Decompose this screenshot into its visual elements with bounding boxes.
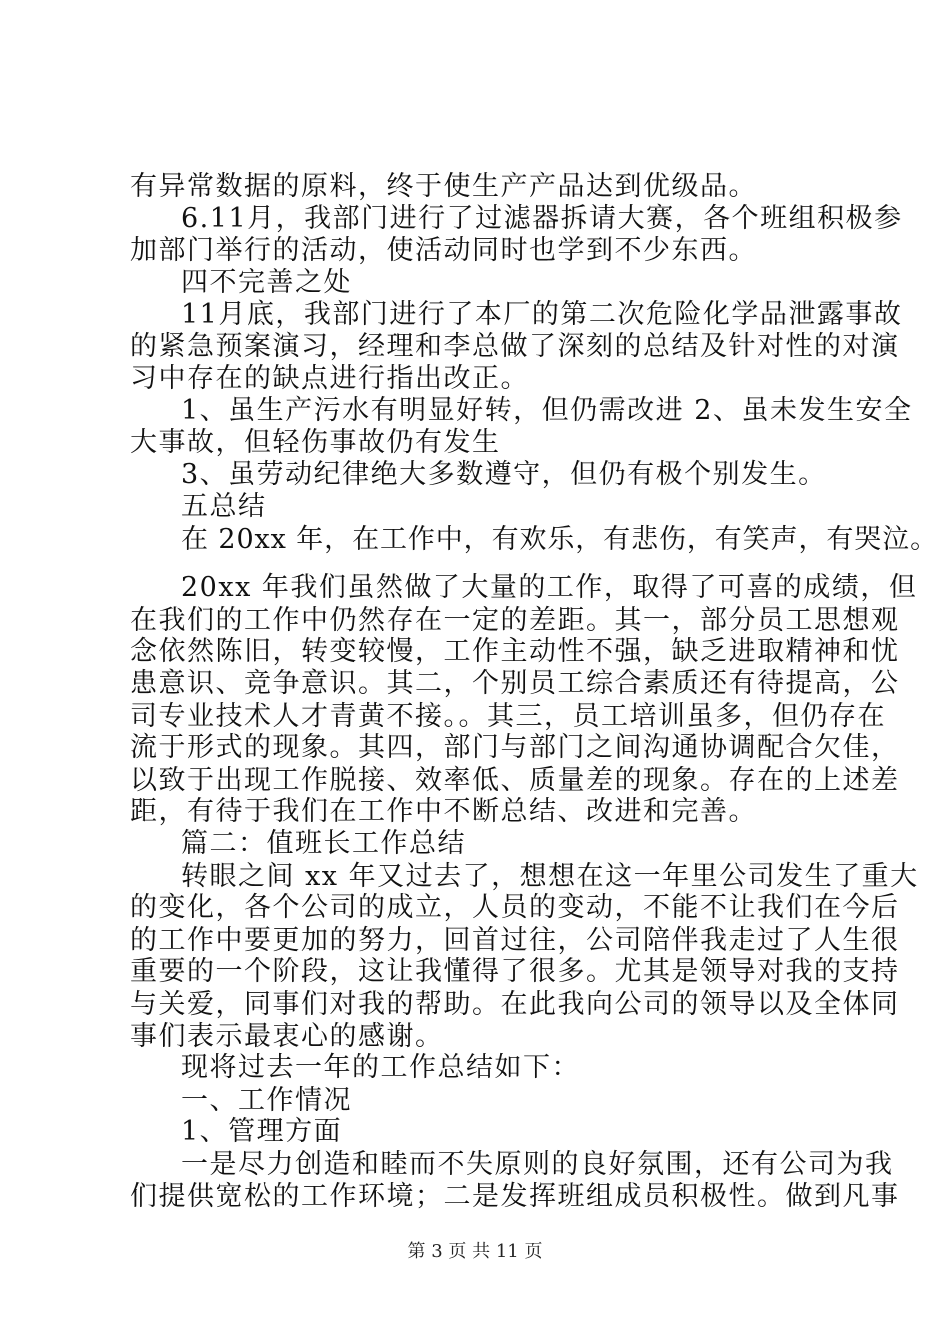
text-line: 大事故，但轻伤事故仍有发生 <box>130 427 501 458</box>
text-line: 习中存在的缺点进行指出改正。 <box>130 363 529 394</box>
text-line: 们提供宽松的工作环境；二是发挥班组成员积极性。做到凡事 <box>130 1181 900 1212</box>
text-line: 转眼之间 xx 年又过去了，想想在这一年里公司发生了重大 <box>181 861 919 892</box>
text-line: 的紧急预案演习，经理和李总做了深刻的总结及针对性的对演 <box>130 331 900 362</box>
text-line: 的工作中要更加的努力，回首过往，公司陪伴我走过了人生很 <box>130 925 900 956</box>
text-line: 在我们的工作中仍然存在一定的差距。其一，部分员工思想观 <box>130 605 900 636</box>
text-line: 11月底，我部门进行了本厂的第二次危险化学品泄露事故 <box>181 299 903 330</box>
page-number-label: 第 3 页 共 11 页 <box>407 1241 543 1262</box>
text-line: 有异常数据的原料，终于使生产产品达到优级品。 <box>130 171 757 202</box>
text-line: 司专业技术人才青黄不接。。其三，员工培训虽多，但仍存在 <box>130 701 886 732</box>
section-heading: 四不完善之处 <box>181 267 352 298</box>
text-line: 距，有待于我们在工作中不断总结、改进和完善。 <box>130 796 757 827</box>
text-line: 20xx 年我们虽然做了大量的工作，取得了可喜的成绩，但 <box>181 572 918 603</box>
text-line: 一是尽力创造和睦而不失原则的良好氛围，还有公司为我 <box>181 1149 894 1180</box>
text-line: 现将过去一年的工作总结如下： <box>181 1052 580 1083</box>
section-heading: 1、管理方面 <box>181 1116 343 1147</box>
text-line: 在 20xx 年，在工作中，有欢乐，有悲伤，有笑声，有哭泣。 <box>181 524 938 555</box>
text-line: 与关爱，同事们对我的帮助。在此我向公司的领导以及全体同 <box>130 989 900 1020</box>
text-line: 加部门举行的活动，使活动同时也学到不少东西。 <box>130 235 757 266</box>
text-line: 6.11月，我部门进行了过滤器拆请大赛，各个班组积极参 <box>181 203 903 234</box>
section-heading: 篇二：值班长工作总结 <box>181 828 466 859</box>
text-line: 的变化，各个公司的成立，人员的变动，不能不让我们在今后 <box>130 892 900 923</box>
text-line: 流于形式的现象。其四，部门与部门之间沟通协调配合欠佳， <box>130 732 900 763</box>
text-line: 重要的一个阶段，这让我懂得了很多。尤其是领导对我的支持 <box>130 956 900 987</box>
section-heading: 五总结 <box>181 491 267 522</box>
text-line: 念依然陈旧，转变较慢，工作主动性不强，缺乏进取精神和忧 <box>130 636 900 667</box>
section-heading: 一、工作情况 <box>181 1085 352 1116</box>
text-line: 1、虽生产污水有明显好转，但仍需改进 2、虽未发生安全 <box>181 395 913 426</box>
text-line: 3、虽劳动纪律绝大多数遵守，但仍有极个别发生。 <box>181 459 827 490</box>
page-footer <box>0 1240 950 1264</box>
text-line: 患意识、竞争意识。其二，个别员工综合素质还有待提高，公 <box>130 668 900 699</box>
text-line: 以致于出现工作脱接、效率低、质量差的现象。存在的上述差 <box>130 765 900 796</box>
text-line: 事们表示最衷心的感谢。 <box>130 1021 444 1052</box>
